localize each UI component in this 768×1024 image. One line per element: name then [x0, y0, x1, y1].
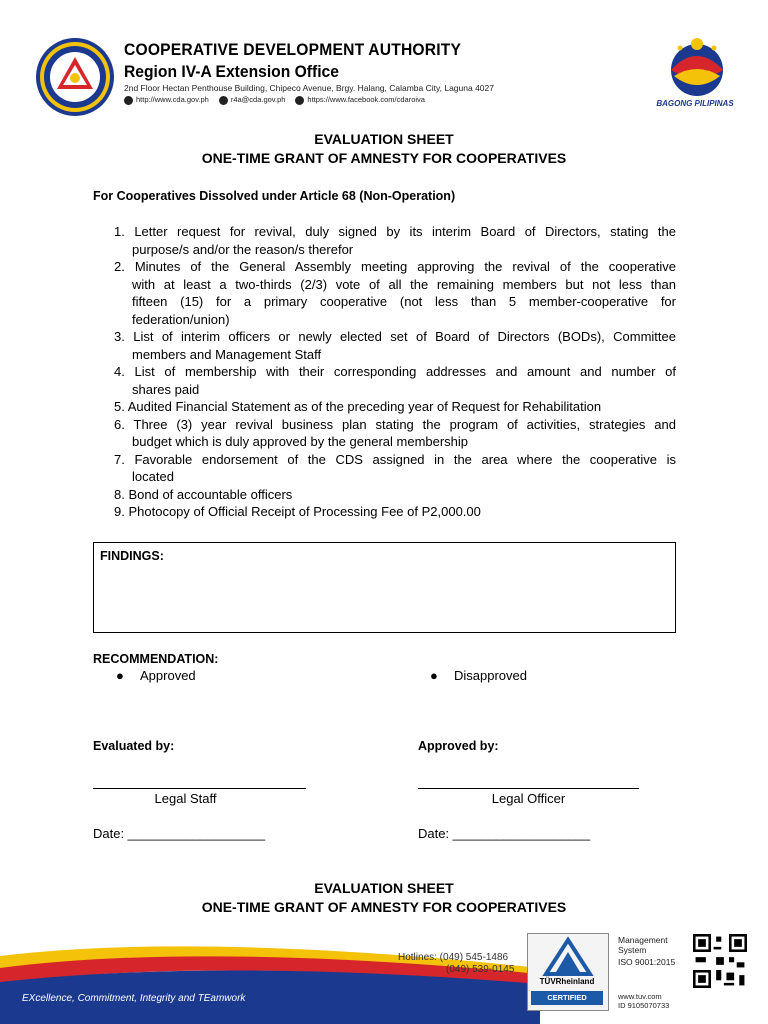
bullet-icon: ● [116, 668, 124, 683]
requirement-text: budget which is duly approved by the general membership [132, 434, 469, 449]
iso-standard: ISO 9001:2015 [618, 957, 676, 967]
requirement-line [114, 241, 676, 259]
globe-icon [124, 96, 133, 105]
evaluated-by-label: Evaluated by: [93, 739, 175, 753]
footer-swoosh-graphic [0, 928, 540, 1024]
requirement-item [114, 258, 676, 328]
requirement-text: Photocopy of Official Receipt of Processing Fee of P2,000.00 [128, 504, 481, 519]
findings-label: FINDINGS: [100, 549, 164, 563]
option-disapproved[interactable]: ● Disapproved [430, 668, 527, 683]
requirement-line [114, 311, 676, 329]
footer-title: EVALUATION SHEET [314, 880, 454, 896]
facebook-icon [295, 96, 304, 105]
tuv-triangle-icon [528, 934, 608, 978]
requirement-item [114, 451, 676, 486]
requirement-text: List of interim officers or newly elected set of Board of Directors (BODs), Committee [133, 329, 676, 344]
requirement-item [114, 328, 676, 363]
requirement-line [114, 276, 676, 294]
requirement-line [114, 346, 676, 364]
office-address: 2nd Floor Hectan Penthouse Building, Chipeco Avenue, Brgy. Halang, Calamba City, Laguna 4027 [124, 83, 494, 93]
approved-by-label: Approved by: [418, 739, 499, 753]
requirement-line [114, 381, 676, 399]
org-name: COOPERATIVE DEVELOPMENT AUTHORITY [124, 40, 462, 59]
requirement-text: Three (3) year revival business plan stating the program of activities, strategies and [133, 416, 676, 432]
requirement-number: 9. [114, 504, 125, 519]
contact-facebook[interactable]: https://www.facebook.com/cdaroiva [295, 95, 425, 105]
requirement-text: fifteen (15) for a primary cooperative (not less than 5 member-cooperative for [132, 294, 676, 309]
cda-seal-logo [35, 37, 115, 117]
contact-website[interactable]: http://www.cda.gov.ph [124, 95, 209, 105]
option-approved[interactable]: ● Approved [116, 668, 196, 683]
email-icon [219, 96, 228, 105]
requirement-number: 4. [114, 364, 125, 379]
requirement-line [114, 468, 676, 486]
requirement-text: shares paid [132, 381, 200, 397]
approver-signature-line[interactable] [418, 788, 639, 789]
requirement-text: List of membership with their corresponding addresses and amount and number of [134, 364, 676, 379]
findings-box[interactable] [93, 542, 676, 633]
approver-role: Legal Officer [491, 791, 566, 806]
evaluator-date-field[interactable]: Date: ___________________ [93, 826, 266, 841]
tuv-name: TÜVRheinland [539, 977, 595, 986]
tuv-certificate-id: ID 9105070733 [618, 1001, 670, 1010]
requirement-text: Audited Financial Statement as of the preceding year of Request for Rehabilitation [127, 399, 602, 414]
requirement-text: federation/union) [132, 311, 230, 327]
recommendation-label: RECOMMENDATION: [93, 652, 219, 666]
requirement-item [114, 486, 676, 504]
document-subtitle: ONE-TIME GRANT OF AMNESTY FOR COOPERATIVES [201, 150, 567, 166]
requirement-item [114, 223, 676, 258]
hotline-secondary: (049) 539-0145 [446, 964, 515, 975]
management-system-label: Management System [618, 935, 668, 955]
contact-email[interactable]: r4a@cda.gov.ph [219, 95, 286, 105]
requirement-line [114, 486, 676, 504]
section-heading: For Cooperatives Dissolved under Article 68 (Non-Operation) [93, 189, 456, 203]
requirement-text: with at least a two-thirds (2/3) vote of all the remaining members but not less than [132, 276, 676, 292]
requirement-line [114, 503, 676, 521]
requirement-text: located [132, 469, 174, 484]
approver-date-field[interactable]: Date: ___________________ [418, 826, 591, 841]
requirement-item [114, 503, 676, 521]
requirement-line [114, 416, 676, 434]
footer-motto: EXcellence, Commitment, Integrity and TEamwork [22, 993, 246, 1004]
requirement-line [114, 258, 676, 276]
requirement-number: 6. [114, 416, 125, 432]
hotline-primary: Hotlines: (049) 545-1486 [398, 952, 509, 963]
requirement-item [114, 398, 676, 416]
requirement-item [114, 363, 676, 398]
requirement-line [114, 293, 676, 311]
requirement-line [114, 398, 676, 416]
requirement-number: 2. [114, 259, 125, 274]
requirement-line [114, 451, 676, 469]
requirement-line [114, 328, 676, 346]
requirement-text: purpose/s and/or the reason/s therefor [132, 241, 354, 257]
requirement-text: Minutes of the General Assembly meeting approving the revival of the cooperative [134, 259, 676, 274]
requirement-number: 7. [114, 451, 125, 467]
tuv-certified-label: CERTIFIED [531, 991, 603, 1005]
footer-subtitle: ONE-TIME GRANT OF AMNESTY FOR COOPERATIVES [201, 899, 567, 915]
requirement-line [114, 363, 676, 381]
bullet-icon: ● [430, 668, 438, 683]
requirements-list [114, 223, 676, 521]
requirement-line [114, 433, 676, 451]
evaluator-signature-line[interactable] [93, 788, 306, 789]
tuv-website[interactable]: www.tuv.com [618, 992, 662, 1001]
requirement-item [114, 416, 676, 451]
requirement-line [114, 223, 676, 241]
requirement-text: Letter request for revival, duly signed by its interim Board of Directors, stating the [134, 224, 676, 239]
document-title: EVALUATION SHEET [314, 131, 454, 147]
requirement-text: members and Management Staff [132, 346, 322, 362]
region-office: Region IV-A Extension Office [124, 62, 339, 81]
qr-code-icon[interactable] [693, 934, 747, 988]
requirement-text: Bond of accountable officers [128, 486, 293, 502]
requirement-number: 3. [114, 329, 125, 344]
requirement-text: Favorable endorsement of the CDS assigned in the area where the cooperative is [134, 451, 676, 467]
requirement-number: 5. [114, 399, 125, 414]
contact-line [124, 95, 425, 105]
bagong-pilipinas-text: BAGONG PILIPINAS [656, 99, 734, 108]
requirement-number: 1. [114, 224, 125, 239]
requirement-number: 8. [114, 486, 125, 502]
evaluator-role: Legal Staff [154, 791, 217, 806]
